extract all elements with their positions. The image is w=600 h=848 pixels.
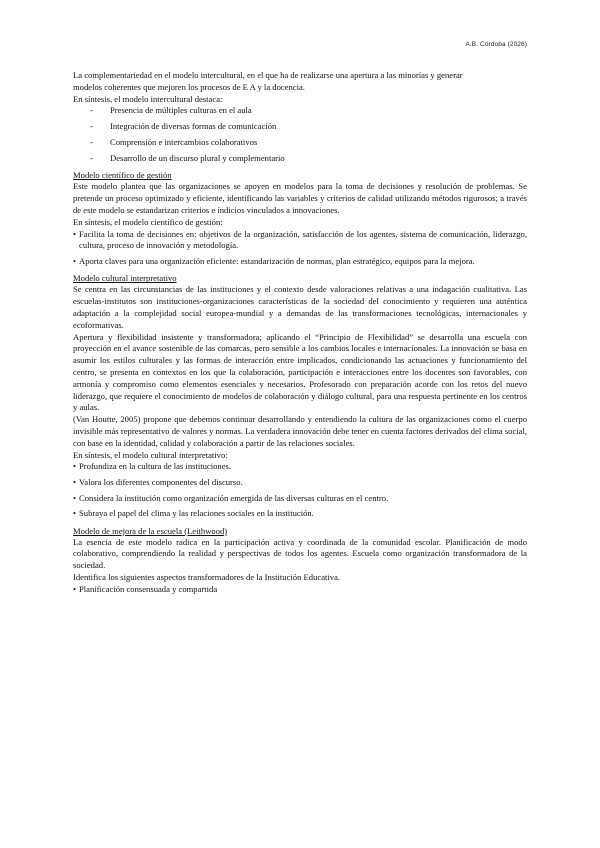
paragraph: Apertura y flexibilidad insistente y transformadora; aplicando el “Principio de Flexibilidad” se desarrolla una escuela con proyección en el avance sostenible de las comarcas, pero sensible a los cambios locales e internacionales. La innovación se basa en asumir los estilos culturales y las formas de interacción entre implicados, condicionando las actuaciones y funcionamiento del centro, se presenta en contextos en los que la colaboración, participación e interacciones entre los docentes son favorables, con armonía y compromiso como elementos esenciales y necesarios. Profesorado con preparación acorde con los retos del nuevo liderazgo, que requiere el conocimiento de modelos de colaboración y diálogo cultural, para una respuesta pertinente en los centros y aulas. [73,331,527,413]
bullet-list [73,584,527,596]
paragraph: Identifica los siguientes aspectos transformadores de la Institución Educativa. [73,572,341,583]
list-item: • Profundiza en la cultura de las instituciones. [73,461,527,473]
paragraph: En síntesis, el modelo intercultural destaca: [73,93,223,104]
paragraph: En síntesis, el modelo cultural interpretativo: [73,449,228,460]
list-item: • Facilita la toma de decisiones en: objetivos de la organización, satisfacción de los agentes, sistema de comunicación, liderazgo, cultura, proceso de innovación y metodología. [73,229,527,252]
section-heading: Modelo cultural interpretativo [73,273,177,284]
paragraph: Se centra en las circunstancias de las instituciones y el contexto desde valoraciones relativas a una indagación cualitativa. Las escuelas-institutos son instituciones-organizaciones características de la sociedad del conocimiento y requieren una auténtica adaptación a la complejidad social europea-mundial y a demandas de las transformaciones tecnológicas, internacionales y ecoformativas. [73,284,527,330]
list-item: • Considera la institución como organización emergida de las diversas culturas en el centro. [73,493,527,505]
list-item: - Integración de diversas formas de comunicación [73,121,527,132]
list-item: • Subraya el papel del clima y las relaciones sociales en la institución. [73,508,527,520]
list-item: - Presencia de múltiples culturas en el aula [73,105,527,116]
list-item: • Aporta claves para una organización eficiente: estandarización de normas, plan estratégico, equipos para la mejora. [73,256,527,268]
dash-list [73,105,527,164]
document-body [73,70,527,601]
section-heading: Modelo de mejora de la escuela (Leithwood) [73,525,228,536]
paragraph: Este modelo plantea que las organizaciones se apoyen en modelos para la toma de decisiones y resolución de problemas. Se pretende un proceso optimizado y eficiente, identificando las variables y criterios de calidad utilizando métodos rigurosos; a través de este modelo se estandarizan criterios e índicios vinculados a innovaciones. [73,181,527,215]
list-item: - Comprensión e intercambios colaborativos [73,137,527,148]
section-heading: Modelo científico de gestión [73,170,172,181]
paragraph: La complementariedad en el modelo intercultural, en el que ha de realizarse una apertura a las minorías y generar [73,70,463,80]
paragraph: modelos coherentes que mejoren los procesos de E A y la docencia. [73,81,305,92]
list-item: - Desarrollo de un discurso plural y complementario [73,153,527,164]
paragraph: La esencia de este modelo radica en la participación activa y coordinada de la comunidad escolar. Planificación de modo colaborativo, comprendiendo la realidad y perspectivas de todos los agentes. Escuela como organización transformadora de la sociedad. [73,536,527,571]
list-item: • Planificación consensuada y compartida [73,584,527,596]
list-item: • Valora los diferentes componentes del discurso. [73,477,527,489]
author-header: A.B. Córdoba (2026) [465,41,527,48]
bullet-list [73,229,527,268]
bullet-list [73,461,527,519]
paragraph: (Van Houtte, 2005) propone que debemos continuar desarrollando y entendiendo la cultura de las organizaciones como el cuerpo invisible más representativo de valores y normas. La verdadera innovación debe tener en cuenta factores derivados del clima social, con base en la identidad, calidad y colaboración a partir de las relaciones sociales. [73,414,527,448]
paragraph: En síntesis, el modelo científico de gestión: [73,216,223,227]
